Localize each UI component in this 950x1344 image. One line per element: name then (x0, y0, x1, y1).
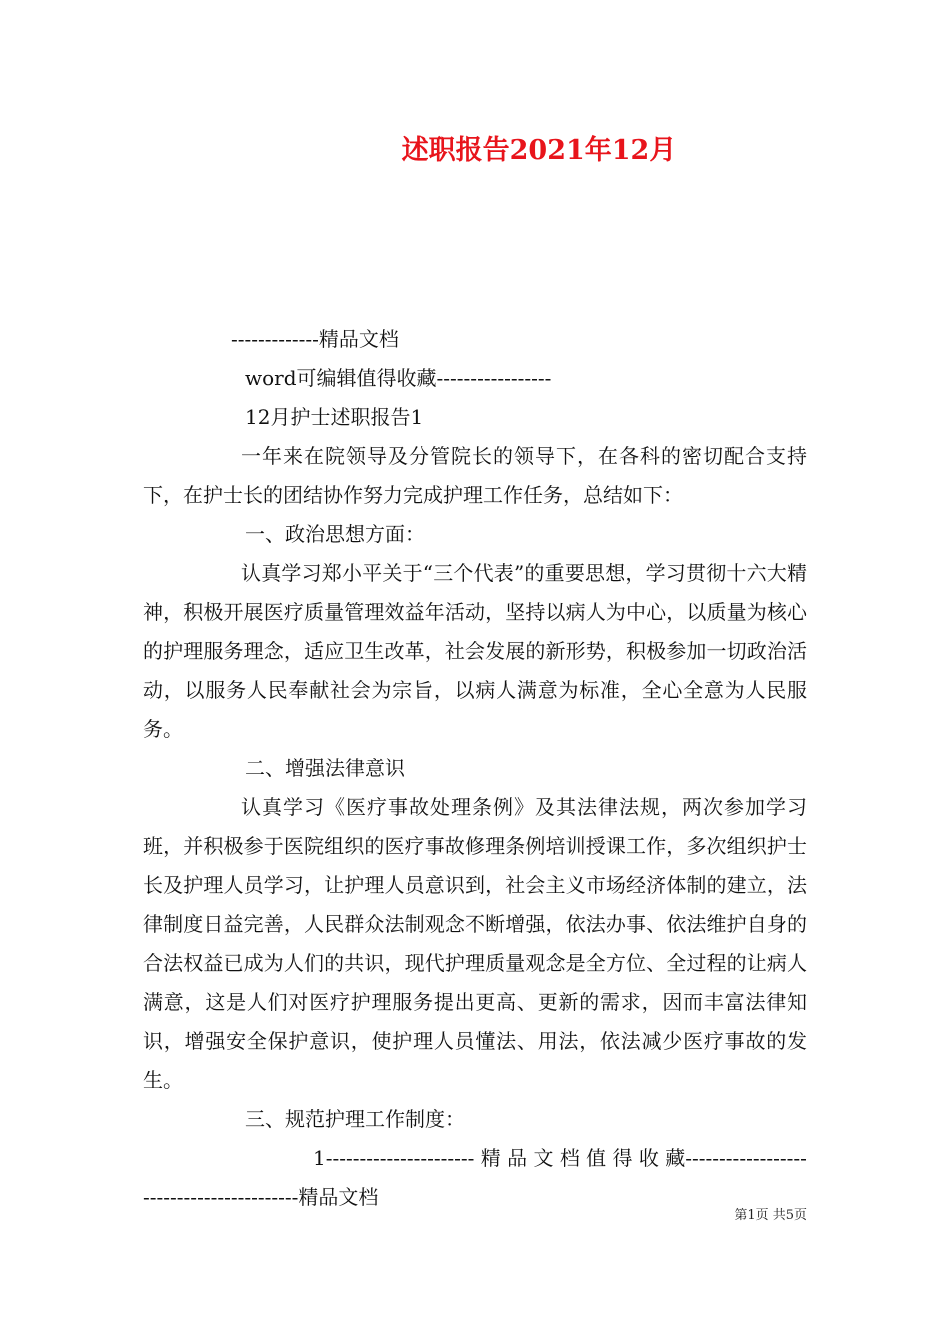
intro-paragraph: 一年来在院领导及分管院长的领导下，在各科的密切配合支持下，在护士长的团结协作努力完成护理工作任务，总结如下： (143, 444, 807, 507)
header-line-1: -------------精品文档 (231, 327, 399, 351)
document-body (143, 320, 807, 1217)
document-title: 述职报告2021年12月 (401, 135, 677, 166)
paragraph-law: 认真学习《医疗事故处理条例》及其法律法规，两次参加学习班，并积极参于医院组织的医疗事故修理条例培训授课工作，多次组织护士长及护理人员学习，让护理人员意识到，社会主义市场经济体制的建立，法律制度日益完善，人民群众法制观念不断增强，依法办事、依法维护自身的合法权益已成为人们的共识，现代护理质量观念是全方位、全过程的让病人满意，这是人们对医疗护理服务提出更高、更新的需求，因而丰富法律知识，增强安全保护意识，使护理人员懂法、用法，依法减少医疗事故的发生。 (143, 795, 807, 1092)
paragraph-politics: 认真学习郑小平关于“三个代表”的重要思想，学习贯彻十六大精神，积极开展医疗质量管理效益年活动，坚持以病人为中心，以质量为核心的护理服务理念，适应卫生改革，社会发展的新形势，积极参加一切政治活动，以服务人民奉献社会为宗旨，以病人满意为标准，全心全意为人民服务。 (143, 561, 807, 741)
heading-rules: 三、规范护理工作制度： (245, 1107, 465, 1131)
heading-law: 二、增强法律意识 (245, 756, 405, 780)
section-title: 12月护士述职报告1 (245, 405, 424, 429)
heading-politics: 一、政治思想方面： (245, 522, 425, 546)
page-number: 第1页 共5页 (734, 1208, 807, 1223)
header-line-2: word可编辑值得收藏----------------- (245, 366, 552, 390)
watermark-footer-text: 1---------------------- 精 品 文 档 值 得 收 藏-----------------------------------------精品文档 (143, 1146, 807, 1209)
